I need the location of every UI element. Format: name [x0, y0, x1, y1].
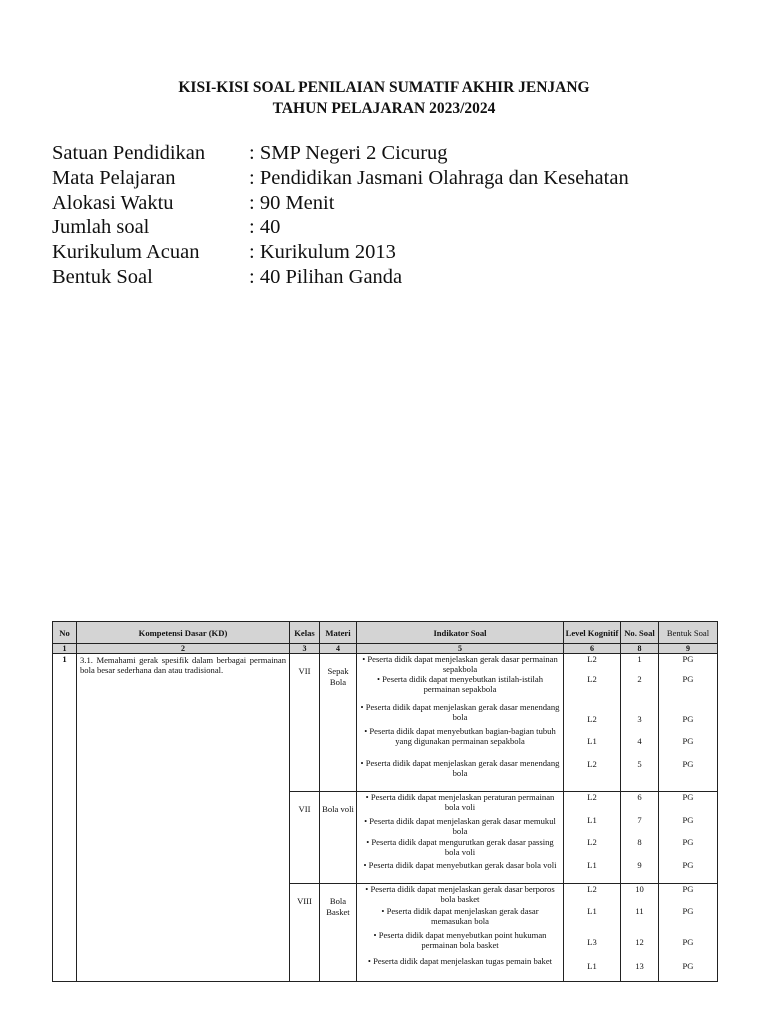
indikator-item: • Peserta didik dapat menjelaskan peraturan permainan bola voli [365, 792, 555, 812]
bentuk-soal-cell [659, 654, 718, 792]
meta-label: Mata Pelajaran [52, 166, 176, 189]
no-soal-item: 1 [637, 654, 642, 664]
bentuk-item: PG [682, 815, 694, 825]
column-index: 4 [320, 644, 357, 654]
indikator-item: • Peserta didik dapat menyebutkan bagian-bagian tubuh yang digunakan permainan sepakbola [364, 726, 556, 746]
no-soal-item: 6 [637, 792, 642, 802]
meta-value: : 90 Menit [249, 191, 335, 214]
kelas-cell: VII [290, 792, 320, 884]
level-item: L1 [587, 860, 597, 870]
column-index: 1 [53, 644, 77, 654]
header-level-kognitif: Level Kognitif [564, 622, 621, 644]
no-soal-cell [621, 884, 659, 982]
column-index: 5 [357, 644, 564, 654]
materi-cell: Sepak Bola [320, 654, 357, 792]
no-soal-item: 11 [635, 906, 644, 916]
table-header-row [53, 622, 718, 644]
level-item: L1 [587, 736, 597, 746]
header-kelas: Kelas [290, 622, 320, 644]
no-soal-item: 12 [635, 937, 644, 947]
level-item: L1 [587, 961, 597, 971]
materi-cell: Bola voli [320, 792, 357, 884]
level-item: L2 [587, 714, 597, 724]
level-cell [564, 884, 621, 982]
column-index: 3 [290, 644, 320, 654]
materi-cell: Bola Basket [320, 884, 357, 982]
level-item: L2 [587, 654, 597, 664]
kelas-cell: VIII [290, 884, 320, 982]
no-soal-item: 3 [637, 714, 642, 724]
bentuk-soal-cell [659, 792, 718, 884]
indikator-cell [357, 792, 564, 884]
meta-value: : 40 Pilihan Ganda [249, 265, 403, 288]
bentuk-item: PG [682, 674, 694, 684]
header-no-soal: No. Soal [621, 622, 659, 644]
bentuk-item: PG [682, 837, 694, 847]
meta-label: Kurikulum Acuan [52, 241, 200, 264]
bentuk-item: PG [682, 736, 694, 746]
indikator-item: • Peserta didik dapat menjelaskan tugas pemain baket [367, 956, 553, 966]
no-soal-item: 4 [637, 736, 642, 746]
header-no: No [53, 622, 77, 644]
no-soal-item: 13 [635, 961, 644, 971]
meta-label: Satuan Pendidikan [52, 142, 206, 164]
indikator-cell [357, 654, 564, 792]
kelas-cell: VII [290, 654, 320, 792]
bentuk-item: PG [682, 937, 694, 947]
level-cell [564, 654, 621, 792]
meta-value: : Pendidikan Jasmani Olahraga dan Kesehatan [249, 166, 629, 189]
meta-value: : SMP Negeri 2 Cicurug [249, 142, 448, 164]
level-item: L2 [587, 884, 597, 894]
column-index-row [53, 644, 718, 654]
column-index: 6 [564, 644, 621, 654]
column-index: 9 [659, 644, 718, 654]
no-soal-item: 5 [637, 759, 642, 769]
column-index: 2 [77, 644, 290, 654]
document-title-line-1: KISI-KISI SOAL PENILAIAN SUMATIF AKHIR JENJANG [178, 79, 590, 96]
level-item: L2 [587, 837, 597, 847]
indikator-item: • Peserta didik dapat menjelaskan gerak dasar menendang bola [360, 702, 560, 722]
bentuk-item: PG [682, 714, 694, 724]
indikator-item: • Peserta didik dapat menyebutkan istilah-istilah permainan sepakbola [376, 674, 543, 694]
no-soal-item: 8 [637, 837, 642, 847]
indikator-item: • Peserta didik dapat menjelaskan gerak dasar memukul bola [364, 816, 556, 836]
meta-value: : Kurikulum 2013 [249, 241, 396, 264]
indikator-item: • Peserta didik dapat menyebutkan point hukuman permainan bola basket [373, 930, 547, 950]
header-materi: Materi [320, 622, 357, 644]
header-bentuk-soal: Bentuk Soal [659, 622, 718, 644]
bentuk-item: PG [682, 884, 694, 894]
level-item: L1 [587, 906, 597, 916]
meta-value: : 40 [249, 216, 281, 239]
level-item: L3 [587, 937, 597, 947]
level-item: L2 [587, 759, 597, 769]
kisi-kisi-table [52, 621, 718, 982]
indikator-item: • Peserta didik dapat menyebutkan gerak dasar bola voli [363, 860, 557, 870]
no-soal-cell [621, 792, 659, 884]
indikator-item: • Peserta didik dapat menjelaskan gerak dasar menendang bola [360, 758, 560, 778]
header-indikator-soal: Indikator Soal [357, 622, 564, 644]
bentuk-item: PG [682, 792, 694, 802]
no-soal-item: 9 [637, 860, 642, 870]
indikator-item: • Peserta didik dapat menjelaskan gerak dasar memasukan bola [381, 906, 539, 926]
no-soal-item: 2 [637, 674, 642, 684]
column-index: 8 [621, 644, 659, 654]
no-soal-item: 10 [635, 884, 644, 894]
meta-label: Alokasi Waktu [52, 191, 174, 214]
no-soal-item: 7 [637, 815, 642, 825]
indikator-cell [357, 884, 564, 982]
bentuk-item: PG [682, 654, 694, 664]
indikator-item: • Peserta didik dapat menjelaskan gerak dasar permainan sepakbola [362, 654, 558, 674]
level-item: L1 [587, 815, 597, 825]
document-title-line-2: TAHUN PELAJARAN 2023/2024 [272, 100, 496, 117]
level-cell [564, 792, 621, 884]
bentuk-soal-cell [659, 884, 718, 982]
meta-label: Jumlah soal [52, 216, 150, 239]
kompetensi-dasar-text: 3.1. Memahami gerak spesifik dalam berbagai permainan bola besar sederhana dan atau tradisional. [77, 654, 290, 982]
indikator-item: • Peserta didik dapat menjelaskan gerak dasar berporos bola basket [365, 884, 555, 904]
bentuk-item: PG [682, 759, 694, 769]
level-item: L2 [587, 792, 597, 802]
bentuk-item: PG [682, 961, 694, 971]
indikator-item: • Peserta didik dapat mengurutkan gerak dasar passing bola voli [366, 837, 554, 857]
level-item: L2 [587, 674, 597, 684]
header-kompetensi-dasar: Kompetensi Dasar (KD) [77, 622, 290, 644]
row-number: 1 [53, 654, 77, 982]
table-row-sepak-bola [53, 654, 718, 792]
bentuk-item: PG [682, 906, 694, 916]
no-soal-cell [621, 654, 659, 792]
bentuk-item: PG [682, 860, 694, 870]
meta-label: Bentuk Soal [52, 265, 153, 288]
